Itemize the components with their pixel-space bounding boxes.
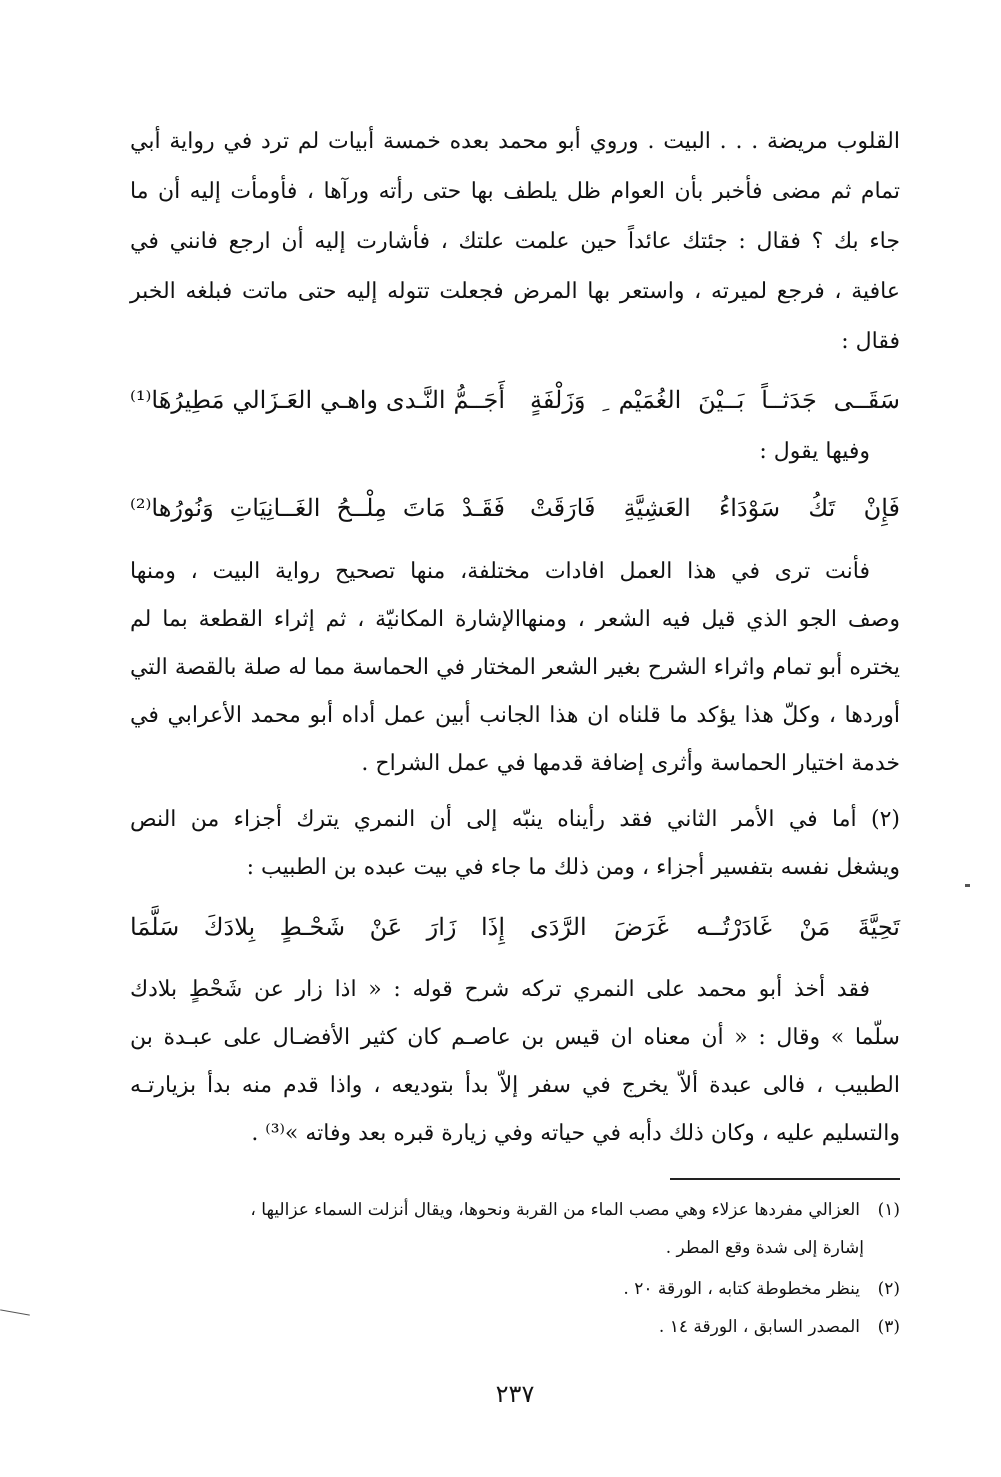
paragraph-line: والتسليم عليه ، وكان ذلك دأبه في حياته وفي زيارة قبره بعد وفاته »⁽³⁾ . [251, 1121, 900, 1146]
footnote [140, 1314, 900, 1340]
verse-first-hemistich: تَحِيَّةَ مَنْ غَادَرْتُــه غَرَضَ الرَّدَى [530, 913, 900, 941]
footnote-text: العزالي مفردها عزلاء وهي مصب الماء من القربة ونحوها، ويقال أنزلت السماء عزاليها ، [250, 1200, 860, 1220]
paragraph-line: فقال : [841, 329, 900, 354]
poem-verse [130, 907, 900, 947]
verse-second-hemistich: إِذَا زَارَ عَنْ شَحْـطٍ بِلادَكَ سَلَّمَا [130, 913, 505, 941]
footnote-text: المصدر السابق ، الورقة ١٤ . [658, 1317, 860, 1337]
paragraph-line: جاء بك ؟ فقال : جئتك عائداً حين علمت علتك ، فأشارت إليه أن ارجع فانني في [130, 229, 900, 254]
paragraph-line: يختره أبو تمام واثراء الشرح بغير الشعر المختار في الحماسة مما له صلة بالقصة التي [130, 655, 900, 680]
poem-verse [130, 488, 900, 528]
paragraph-line: فأنت ترى في هذا العمل افادات مختلفة، منها تصحيح رواية البيت ، ومنها [130, 559, 870, 584]
verse-second-hemistich: أَجَــمُّ النَّـدى واهـي العَـزَالي مَطِيرُهَا⁽¹⁾ [130, 386, 505, 414]
paragraph-line: عافية ، فرجع لميرته ، واستعر بها المرض فجعلت تتوله إليه حتى ماتت فبلغه الخبر [130, 279, 900, 304]
verse-second-hemistich: فَقَـدْ مَاتَ مِلْــحُ الغَــانِيَاتِ وَنُورُها⁽²⁾ [130, 494, 505, 522]
paragraph-line: تمام ثم مضى فأخبر بأن العوام ظل يلطف بها حتى رأته ورآها ، فأومأت إليه أن ما [130, 179, 900, 204]
scan-mark [0, 1309, 30, 1315]
paragraph-line: سلّما » وقال : « أن معناه ان قيس بن عاصـم كان كثير الأفضـال على عبـدة بن [130, 1025, 900, 1050]
footnote-text: ينظر مخطوطة كتابه ، الورقة ٢٠ . [623, 1279, 860, 1299]
verse-first-hemistich: سَقَــى جَدَثــاً بَــيْنَ الغُمَيْم ِ وَزَلْفَةٍ [530, 386, 900, 414]
verse-intro: وفيها يقول : [759, 439, 870, 464]
paragraph-line: فقد أخذ أبو محمد على النمري تركه شرح قوله : « اذا زار عن شَحْطٍ بلادك [130, 977, 870, 1002]
footnote-number: (٢) [877, 1279, 900, 1299]
poem-verse [130, 380, 900, 420]
footnote-separator [670, 1178, 900, 1180]
paragraph-line: خدمة اختيار الحماسة وأثرى إضافة قدمها في عمل الشراح . [361, 751, 900, 776]
paragraph-line: القلوب مريضة . . . البيت . وروي أبو محمد بعده خمسة أبيات لم ترد في رواية أبي [130, 129, 900, 154]
footnote-number: (٣) [877, 1317, 900, 1337]
paragraph-line: (٢) أما في الأمر الثاني فقد رأيناه ينبّه إلى أن النمري يترك أجزاء من النص [130, 807, 900, 832]
footnote-continuation: إشارة إلى شدة وقع المطر . [665, 1238, 864, 1258]
page-number: ٢٣٧ [495, 1380, 535, 1408]
book-page [130, 0, 900, 1477]
footnote [140, 1197, 900, 1223]
footnote-number: (١) [877, 1200, 900, 1220]
paragraph-line: أوردها ، وكلّ هذا يؤكد ما قلناه ان هذا الجانب أبين عمل أداه أبو محمد الأعرابي في [130, 703, 900, 728]
scan-mark [965, 884, 970, 887]
paragraph-line: وصف الجو الذي قيل فيه الشعر ، ومنهاالإشارة المكانيّة ، ثم إثراء القطعة بما لم [130, 607, 900, 632]
verse-first-hemistich: فَإِنْ تَكُ سَوْدَاءُ العَشِيَّةِ فَارَقَتْ [530, 494, 900, 522]
footnote [140, 1276, 900, 1302]
paragraph-line: ويشغل نفسه بتفسير أجزاء ، ومن ذلك ما جاء في بيت عبده بن الطبيب : [246, 855, 900, 880]
paragraph-line: الطبيب ، فالى عبدة ألاّ يخرج في سفر إلاّ بدأ بتوديعه ، واذا قدم منه بدأ بزيارتـه [130, 1073, 900, 1098]
